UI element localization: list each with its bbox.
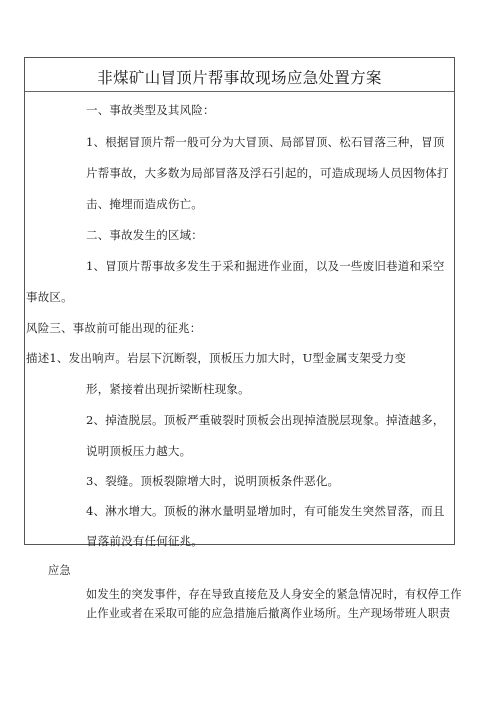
paragraph-line: 4、淋水增大。顶板的淋水量明显增加时，有可能发生突然冒落，而且 (86, 504, 445, 518)
paragraph-line: 1、冒顶片帮事故多发生于采和掘进作业面，以及一些废旧巷道和采空 (86, 259, 445, 273)
paragraph-line: 3、裂缝。顶板裂隙增大时，说明顶板条件恶化。 (86, 474, 340, 488)
title-divider (25, 91, 454, 92)
section-heading-signs: 风险三、事故前可能出现的征兆： (26, 321, 202, 335)
paragraph-line: 事故区。 (26, 290, 73, 304)
paragraph-line: 2、掉渣脱层。顶板严重破裂时顶板会出现掉渣脱层现象。掉渣越多， (86, 413, 445, 427)
emergency-paragraph-line: 止作业或者在采取可能的应急措施后撤离作业场所。生产现场带班人职责 (86, 607, 451, 620)
paragraph-line: 击、掩埋而造成伤亡。 (86, 197, 203, 211)
emergency-paragraph-line: 如发生的突发事件，存在导致直接危及人身安全的紧急情况时，有权停工作 (86, 588, 462, 601)
section-heading-area: 二、事故发生的区域： (86, 228, 203, 242)
emergency-label: 应急 (48, 564, 71, 577)
plan-table (24, 57, 455, 545)
paragraph-line: 描述1、发出响声。岩层下沉断裂，顶板压力加大时，U型金属支架受力变 (26, 351, 407, 365)
paragraph-line: 1、根据冒顶片帮一般可分为大冒顶、局部冒顶、松石冒落三种，冒顶 (86, 135, 445, 149)
paragraph-line: 冒落前没有任何征兆。 (86, 534, 203, 548)
paragraph-line: 说明顶板压力越大。 (86, 444, 192, 458)
document-title: 非煤矿山冒顶片帮事故现场应急处置方案 (97, 69, 382, 87)
paragraph-line: 片帮事故，大多数为局部冒落及浮石引起的，可造成现场人员因物体打 (86, 166, 449, 180)
paragraph-line: 形，紧接着出现折梁断柱现象。 (86, 382, 250, 396)
section-heading-risk-type: 一、事故类型及其风险： (86, 103, 215, 117)
